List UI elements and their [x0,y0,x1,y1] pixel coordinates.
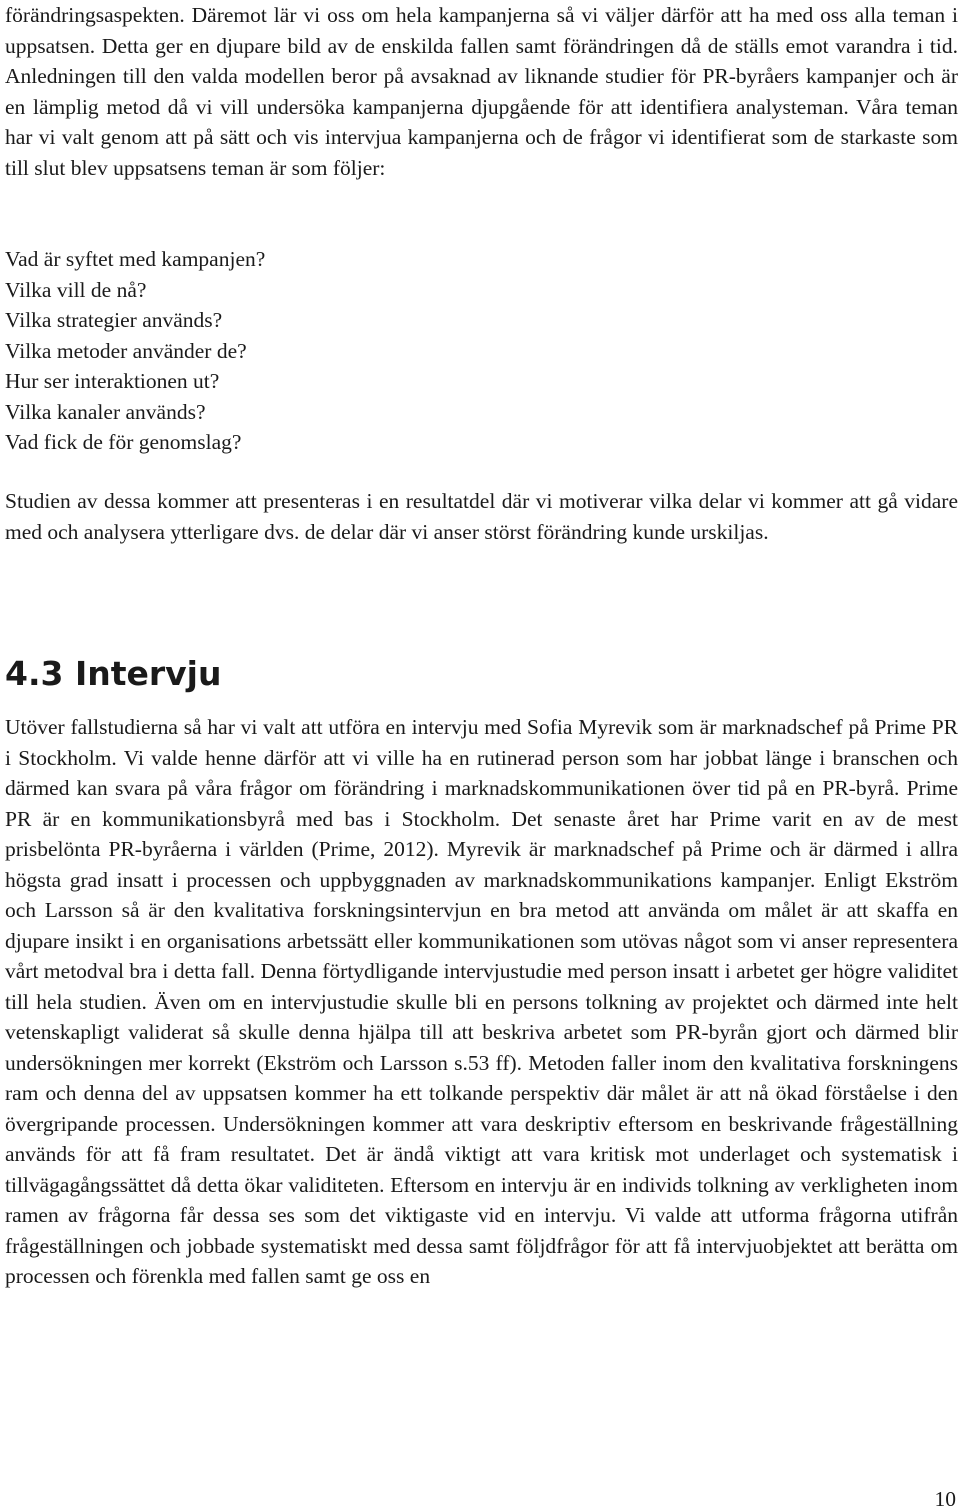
list-item: Vad fick de för genomslag? [5,430,242,454]
body-paragraph-study: Studien av dessa kommer att presenteras i en resultatdel där vi motiverar vilka delar vi kommer att gå vidare med och analysera ytterligare dvs. de delar där vi anser störst förändring kunde urskiljas. [5,489,958,544]
list-item: Hur ser interaktionen ut? [5,369,220,393]
body-paragraph-interview: Utöver fallstudierna så har vi valt att utföra en intervju med Sofia Myrevik som är marknadschef på Prime PR i Stockholm. Vi valde henne därför att vi ville ha en rutinerad person som har jobbat länge i branschen och därmed kan svara på våra frågor om förändring i marknadskommunikationen över tid på en PR-byrå. Prime PR är en kommunikationsbyrå med bas i Stockholm. Det senaste året har Prime varit en av de mest prisbelönta PR-byråerna i världen (Prime, 2012). Myrevik är marknadschef på Prime och är därmed i allra högsta grad insatt i processen och uppbyggnaden av marknadskommunikations kampanjer. Enligt Ekström och Larsson så är den kvalitativa forskningsintervjun en bra metod att använda om målet är att skaffa en djupare insikt i en organisations arbetssätt eller kommunikationen som utövas något som vi anser representera vårt metodval bra i detta fall. Denna förtydligande intervjustudie med person insatt i arbetet ger högre validitet till hela studien. Även om en intervjustudie skulle bli en persons tolkning av projektet och därmed inte helt vetenskapligt validerat så skulle denna hjälpa till att beskriva arbetet som PR-byrån gjort och därmed blir undersökningen mer korrekt (Ekström och Larsson s.53 ff). Metoden faller inom den kvalitativa forskningens ram och denna del av uppsatsen kommer ha ett tolkande perspektiv där målet är att nå ökad förståelse i den övergripande processen. Undersökningen kommer att vara deskriptiv eftersom en beskrivande frågeställning används för att få fram resultatet. Det är ändå viktigt att vara kritisk mot underlaget och systematisk i tillvägagångssättet då detta ökar validiteten. Eftersom en intervju är en individs tolkning av verkligheten inom ramen av frågorna får dessa ses som det viktigaste vid en intervju. Vi valde att utforma frågorna utifrån frågeställningen och jobbade systematiskt med dessa samt följdfrågor för att få intervjuobjektet att berätta om processen och förenkla med fallen samt ge oss en [5,715,958,1288]
body-paragraph-themes: förändringsaspekten. Däremot lär vi oss om hela kampanjerna så vi väljer därför att ha med oss alla teman i uppsatsen. Detta ger en djupare bild av de enskilda fallen samt förändringen då de ställs emot varandra i tid. Anledningen till den valda modellen beror på avsaknad av liknande studier för PR-byråers kampanjer och är en lämplig metod då vi vill undersöka kampanjerna djupgående för att identifiera analysteman. Våra teman har vi valt genom att på sätt och vis intervjua kampanjerna och de frågor vi identifierat som de starkaste som till slut blev uppsatsens teman är som följer: [5,3,958,180]
list-item: Vilka strategier används? [5,308,223,332]
question-list [5,244,265,458]
list-item: Vilka vill de nå? [5,277,147,302]
list-item: Vad är syftet med kampanjen? [5,247,266,271]
section-heading: 4.3 Intervju [5,654,222,693]
page-number: 10 [934,1487,956,1511]
list-item: Vilka kanaler används? [5,399,206,424]
list-item: Vilka metoder använder de? [5,338,247,363]
